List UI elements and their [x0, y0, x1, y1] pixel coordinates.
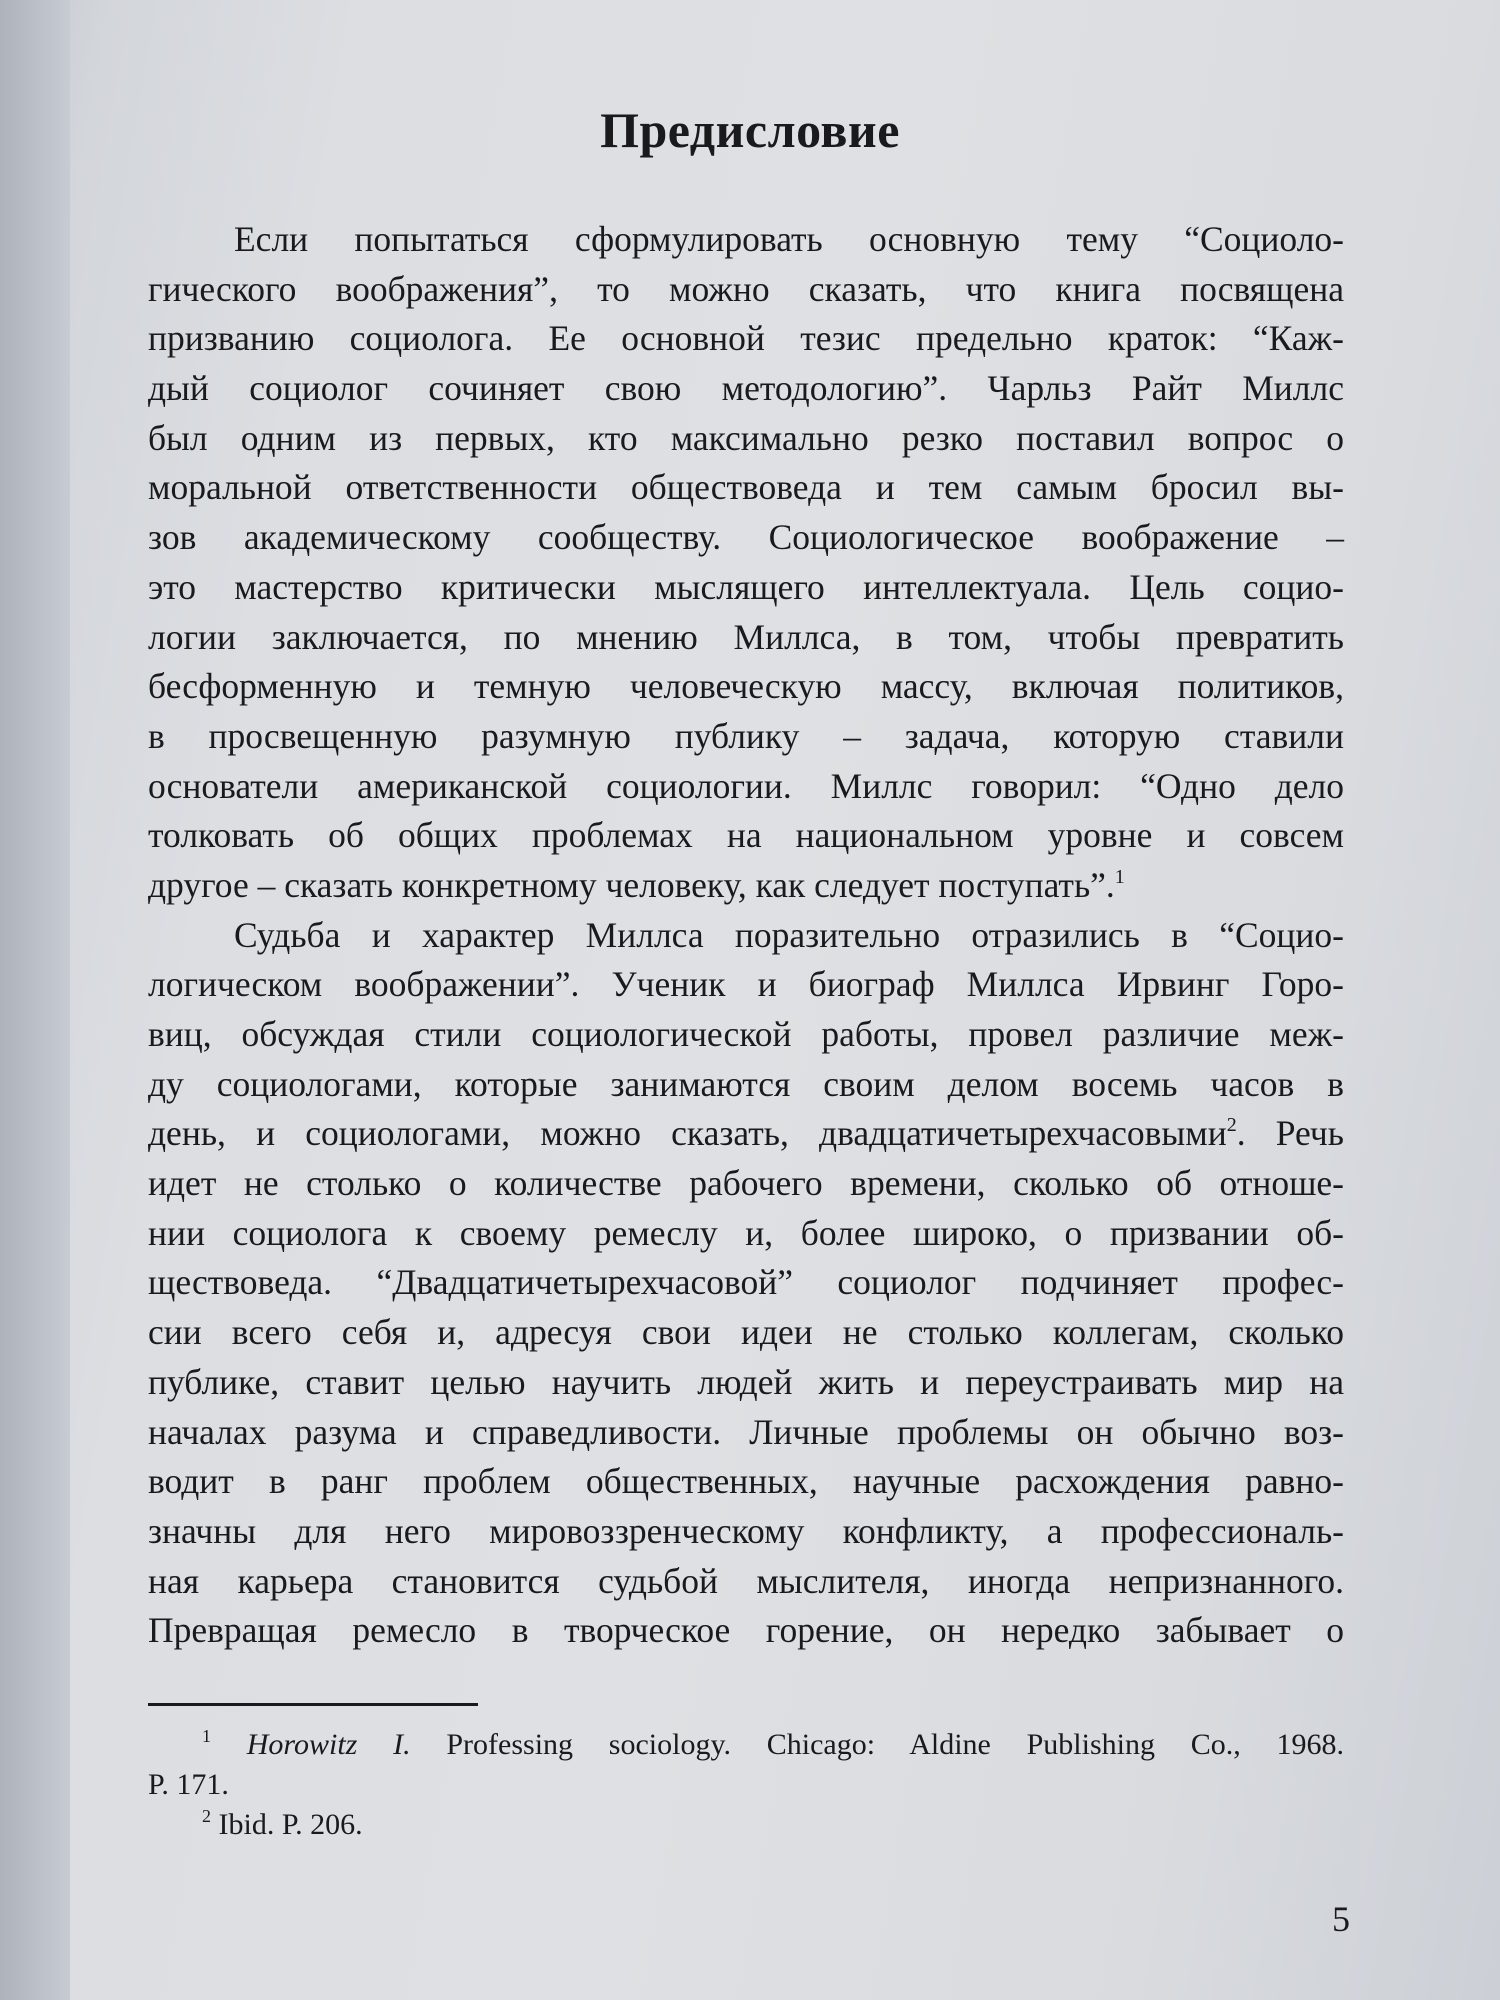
footnote-number: 2: [202, 1806, 211, 1826]
text-line: ная карьера становится судьбой мыслителя, иногда непризнанного.: [148, 1560, 1344, 1601]
text-line: нии социолога к своему ремеслу и, более широко, о призвании об-: [148, 1212, 1344, 1253]
text-line: ду социологами, которые занимаются своим делом восемь часов в: [148, 1063, 1344, 1104]
text-line: сии всего себя и, адресуя свои идеи не столько коллегам, сколько: [148, 1312, 1344, 1353]
text-line: идет не столько о количестве рабочего времени, сколько об отноше-: [148, 1163, 1344, 1204]
text-line-content: день, и социологами, можно сказать, двадцатичетырехчасовыми: [148, 1113, 1227, 1154]
text-line: виц, обсуждая стили социологической работы, провел различие меж-: [148, 1014, 1344, 1054]
text-line: это мастерство критически мыслящего интеллектуала. Цель социо-: [148, 566, 1344, 607]
text-line: основатели американской социологии. Миллс говорил: “Одно дело: [148, 765, 1344, 806]
text-line: в просвещенную разумную публику – задача, которую ставили: [148, 715, 1344, 756]
text-line: публике, ставит целью научить людей жить и переустраивать мир на: [148, 1361, 1344, 1402]
text-line: бесформенную и темную человеческую массу, включая политиков,: [148, 666, 1344, 707]
footnote-text: Ibid. P. 206.: [211, 1808, 363, 1841]
text-line: гического воображения”, то можно сказать, что книга посвящена: [148, 268, 1344, 309]
text-line-content: . Речь: [1236, 1113, 1344, 1154]
footnote-number: 1: [202, 1726, 211, 1746]
text-line: [148, 861, 1344, 911]
footnote-author: Horowitz I.: [246, 1728, 411, 1761]
footnote-text: Professing sociology. Chicago: Aldine Publishing Co., 1968.: [410, 1728, 1345, 1761]
text-line: моральной ответственности обществоведа и тем самым бросил вы-: [148, 467, 1344, 508]
text-line: логии заключается, по мнению Миллса, в том, чтобы превратить: [148, 616, 1344, 657]
footnote-1: [148, 1725, 1344, 1765]
text-line: ществоведа. “Двадцатичетырехчасовой” социолог подчиняет профес-: [148, 1262, 1344, 1303]
text-line-content: другое – сказать конкретному человеку, как следует поступать”.: [148, 864, 1115, 905]
text-line: призванию социолога. Ее основной тезис предельно краток: “Каж-: [148, 318, 1344, 359]
text-line: Судьба и характер Миллса поразительно отразились в “Социо-: [234, 914, 1344, 955]
footnote-1-continuation: P. 171.: [148, 1768, 229, 1801]
footnote-2: [148, 1805, 1344, 1845]
text-line: зов академическому сообществу. Социологическое воображение –: [148, 517, 1344, 558]
text-line: Превращая ремесло в творческое горение, он нередко забывает о: [148, 1610, 1344, 1651]
text-line: водит в ранг проблем общественных, научные расхождения равно-: [148, 1461, 1344, 1502]
footnote-ref: 2: [1226, 1114, 1237, 1137]
text-line: Если попытаться сформулировать основную тему “Социоло-: [234, 219, 1344, 259]
text-line: был одним из первых, кто максимально резко поставил вопрос о: [148, 417, 1344, 458]
chapter-title: Предисловие: [600, 102, 900, 158]
footnote-divider: [148, 1703, 478, 1706]
text-line: значны для него мировоззренческому конфликту, а профессиональ-: [148, 1510, 1344, 1551]
footnotes: [148, 1725, 1344, 1845]
page-number: 5: [1332, 1899, 1350, 1939]
footnote-ref: 1: [1114, 865, 1125, 888]
text-line: логическом воображении”. Ученик и биограф Миллса Ирвинг Горо-: [148, 964, 1344, 1005]
text-line: началах разума и справедливости. Личные проблемы он обычно воз-: [148, 1411, 1344, 1452]
text-line: дый социолог сочиняет свою методологию”. Чарльз Райт Миллс: [148, 368, 1344, 409]
text-line: [148, 1109, 1344, 1159]
text-line: толковать об общих проблемах на национальном уровне и совсем: [148, 815, 1344, 856]
body-text: [148, 215, 1344, 1656]
